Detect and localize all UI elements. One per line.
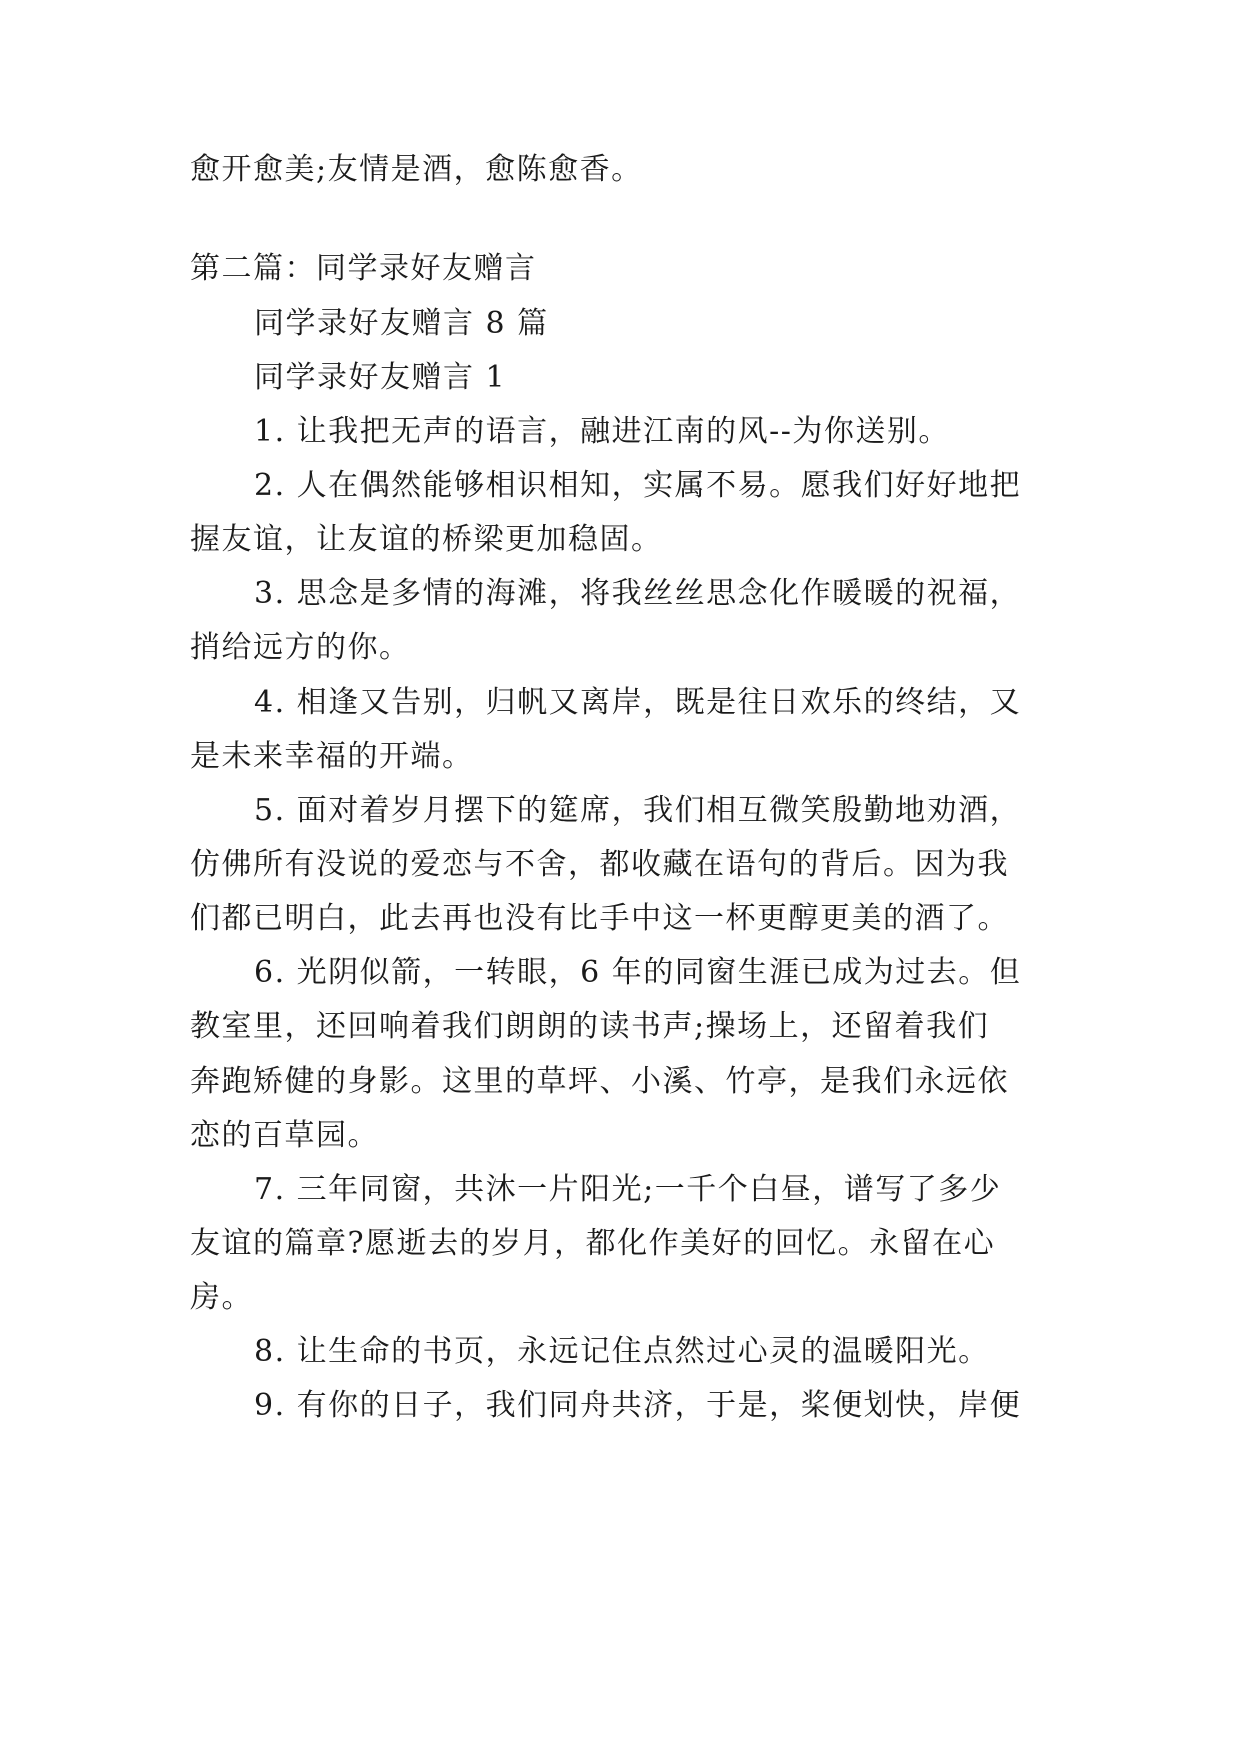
text-line: 握友谊，让友谊的桥梁更加稳固。 <box>190 522 663 557</box>
text-line: 1. 让我把无声的语言，融进江南的风--为你送别。 <box>254 414 950 449</box>
text-line: 们都已明白，此去再也没有比手中这一杯更醇更美的酒了。 <box>190 901 1009 936</box>
text-line: 5. 面对着岁月摆下的筵席，我们相互微笑殷勤地劝酒， <box>254 793 1022 828</box>
text-line: 愈开愈美;友情是酒，愈陈愈香。 <box>190 152 643 187</box>
text-line: 友谊的篇章?愿逝去的岁月，都化作美好的回忆。永留在心 <box>190 1226 996 1261</box>
text-line: 恋的百草园。 <box>190 1118 379 1153</box>
text-line: 3. 思念是多情的海滩，将我丝丝思念化作暖暖的祝福， <box>254 576 1022 611</box>
text-line: 奔跑矫健的身影。这里的草坪、小溪、竹亭，是我们永远依 <box>190 1064 1009 1099</box>
text-line: 房。 <box>190 1280 253 1315</box>
text-line: 仿佛所有没说的爱恋与不舍，都收藏在语句的背后。因为我 <box>190 847 1009 882</box>
text-line: 9. 有你的日子，我们同舟共济，于是，桨便划快，岸便 <box>254 1388 1022 1423</box>
text-line: 6. 光阴似箭，一转眼，6 年的同窗生涯已成为过去。但 <box>254 955 1022 990</box>
text-line: 是未来幸福的开端。 <box>190 739 474 774</box>
subtitle: 同学录好友赠言 8 篇 <box>254 306 549 341</box>
text-line: 7. 三年同窗，共沐一片阳光;一千个白昼，谱写了多少 <box>254 1172 1002 1207</box>
text-line: 4. 相逢又告别，归帆又离岸，既是往日欢乐的终结，又 <box>254 685 1022 720</box>
text-line: 2. 人在偶然能够相识相知，实属不易。愿我们好好地把 <box>254 468 1022 503</box>
text-line: 捎给远方的你。 <box>190 630 411 665</box>
text-line: 教室里，还回响着我们朗朗的读书声;操场上，还留着我们 <box>190 1009 990 1044</box>
subtitle: 同学录好友赠言 1 <box>254 360 507 395</box>
section-heading: 第二篇：同学录好友赠言 <box>190 251 537 286</box>
text-line: 8. 让生命的书页，永远记住点然过心灵的温暖阳光。 <box>254 1334 990 1369</box>
